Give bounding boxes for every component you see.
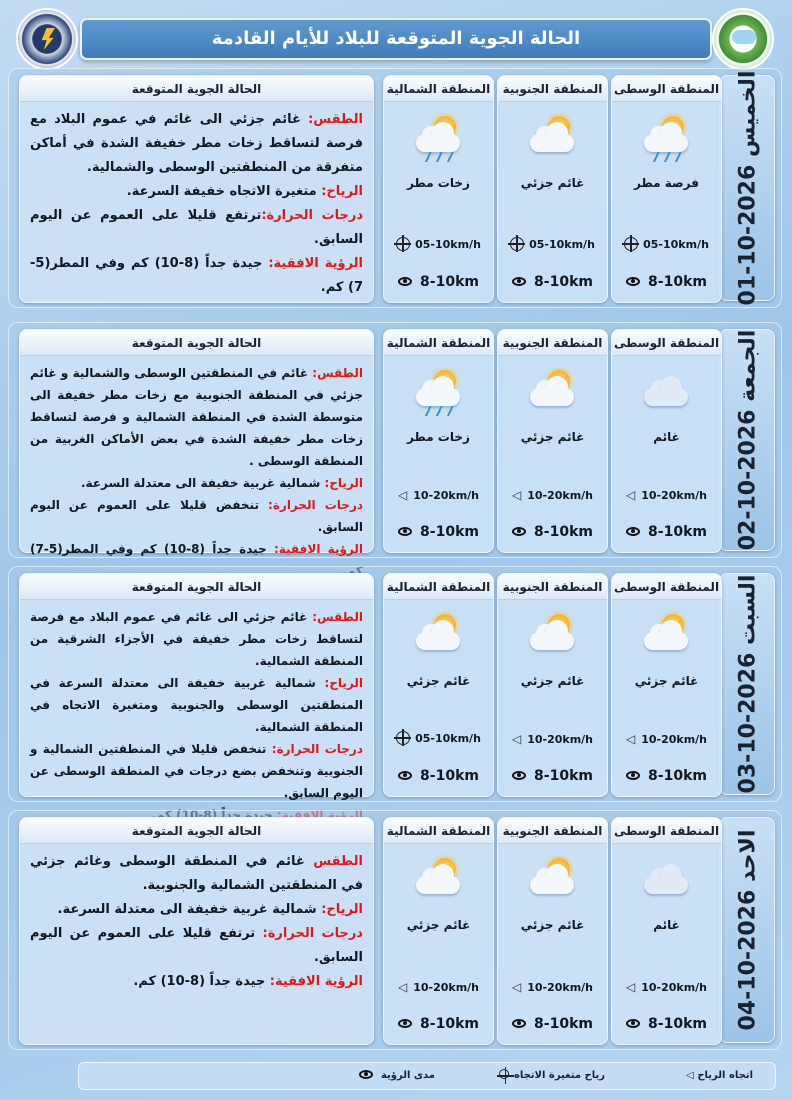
legend-visibility-label: مدى الرؤية [380,1070,435,1081]
wind-speed-value: 05-10km/h [415,732,481,745]
eye-icon [398,1019,412,1028]
condition-label: غائم جزئي [634,674,699,688]
wind-speed [498,238,607,252]
visibility-value: 8-10km [534,1016,593,1032]
wind-text: شمالية غربية خفيفة الى معتدلة السرعة. [57,902,322,917]
region-title: المنطقة الجنوبية [498,76,607,102]
eye-icon [512,771,526,780]
condition-label: فرصة مطر [634,176,699,190]
sun-cloud-icon [640,612,698,660]
region-title: المنطقة الوسطى [612,818,721,844]
condition-label: غائم جزئي [406,918,471,932]
sun-cloud-rain-icon [640,114,698,162]
wind-text: شمالية غربية خفيفة الى معتدلة السرعة في المنطقتين الوسطى والجنوبية ومتغيرة الاتجاه في المنطقة الشمالية. [30,676,363,734]
cloud-icon [640,368,698,416]
day-panel [8,810,782,1050]
eye-icon [398,771,412,780]
sun-cloud-icon [526,368,584,416]
wind-speed [384,488,493,502]
forecast-description [19,573,374,800]
description-body [20,356,373,588]
wind-direction-icon: ◁ [511,732,522,746]
condition-label: زخات مطر [407,430,470,444]
region-card [611,817,722,1045]
legend-variable-wind [499,1070,605,1081]
sun-cloud-icon [412,612,470,660]
forecast-description [19,75,374,303]
wind-speed-value: 05-10km/h [415,238,481,251]
region-card [611,573,722,797]
description-title: الحالة الجوية المتوقعة [20,574,373,600]
temperature-text: ترتفع قليلا على العموم عن اليوم السابق. [30,208,363,247]
region-title: المنطقة الشمالية [384,818,493,844]
visibility [498,524,607,540]
wind-speed-value: 10-20km/h [641,733,708,746]
wind-speed [498,980,607,994]
condition-label: غائم جزئي [520,674,585,688]
wind-speed [384,980,493,994]
weather-label: الطقس: [312,366,363,380]
wind-speed [612,732,721,746]
forecast-description [19,817,374,1045]
day-panel [8,566,782,802]
visibility-text: جيدة جداً (8-10) كم وفي المطر(5-7) [30,542,267,556]
visibility [384,768,493,784]
eye-icon [359,1070,373,1079]
wind-speed [384,732,493,746]
sun-cloud-icon [526,114,584,162]
legend-visibility [359,1070,435,1081]
temperature-text: ترتفع قليلا على العموم عن اليوم السابق. [30,926,363,965]
lightning-icon [41,28,55,50]
visibility-value: 8-10km [648,524,707,540]
wind-label: الرياح: [324,676,363,690]
legend-wind-direction-label: اتجاه الرياح [697,1070,753,1081]
forecast-description [19,329,374,556]
region-card [383,817,494,1045]
weather-text: غائم في المنطقة الوسطى وغائم جزئي في المنطقتين الشمالية والجنوبية. [30,854,363,893]
wind-direction-icon: ◁ [397,980,408,994]
eye-icon [398,277,412,286]
visibility-value: 8-10km [534,274,593,290]
visibility [498,768,607,784]
legend [78,1062,776,1090]
wind-text: متغيرة الاتجاه خفيفة السرعة. [126,184,322,199]
temperature-text: تنخفض قليلا في المنطقتين الشمالية و الجنوبية وتنخفض بضع درجات في المنطقة الوسطى عن اليوم السابق. [30,742,363,800]
description-title: الحالة الجوية المتوقعة [20,330,373,356]
region-card [497,75,608,303]
wind-label: الرياح: [321,902,363,917]
ministry-logo [712,8,774,70]
wind-speed [384,238,493,252]
visibility-label: الرؤية الافقية: [268,256,363,271]
eye-icon [512,277,526,286]
description-body [20,844,373,1000]
wind-label: الرياح: [321,184,363,199]
visibility-value: 8-10km [420,1016,479,1032]
temperature-label: درجات الحرارة: [261,208,363,223]
wind-direction-icon: ◁ [511,488,522,502]
eye-icon [626,1019,640,1028]
wind-speed [612,488,721,502]
wind-direction-icon: ◁ [625,732,636,746]
eye-icon [398,527,412,536]
visibility [384,1016,493,1032]
region-title: المنطقة الجنوبية [498,818,607,844]
weather-text: غائم جزئي الى غائم في عموم البلاد مع فرصة لتساقط زخات مطر خفيفة الشدة في أماكن متفرقة من المنطقتين الوسطى والشمالية. [30,112,363,175]
date-column [719,817,775,1043]
visibility-value: 8-10km [420,274,479,290]
region-card [383,329,494,553]
description-title: الحالة الجوية المتوقعة [20,76,373,102]
condition-label: غائم جزئي [520,430,585,444]
wind-direction-icon: ◁ [625,980,636,994]
weather-text: غائم في المنطقتين الوسطى والشمالية و غائم جزئي في المنطقة الجنوبية مع زخات مطر خفيفة الى متوسطة الشدة في المنطقة الشمالية و فرصة لتساقط زخات مطر خفيفة الشدة في بعض الأماكن الغربية من المنطقة الوسطى . [30,366,363,468]
wind-direction-icon: ◁ [686,1070,698,1081]
day-panel [8,322,782,558]
date-column [719,329,775,551]
date-column [719,573,775,795]
visibility-value: 8-10km [534,524,593,540]
variable-wind-icon [499,1069,509,1079]
region-card [611,75,722,303]
region-card [497,573,608,797]
variable-wind-icon [510,237,524,251]
cloud-icon [732,30,756,44]
eye-icon [512,527,526,536]
wind-speed [498,732,607,746]
weather-label: الطقس: [308,112,363,127]
visibility-value: 8-10km [648,274,707,290]
sun-cloud-icon [412,856,470,904]
day-date-label: الخميس 2026-10-01 [735,70,761,306]
wind-speed [498,488,607,502]
visibility-value: 8-10km [420,768,479,784]
description-body [20,600,373,832]
wind-speed-value: 10-20km/h [413,981,480,994]
region-card [383,573,494,797]
region-title: المنطقة الجنوبية [498,330,607,356]
wind-direction-icon: ◁ [511,980,522,994]
eye-icon [626,277,640,286]
visibility [384,274,493,290]
variable-wind-icon [624,237,638,251]
region-title: المنطقة الوسطى [612,574,721,600]
wind-speed-value: 10-20km/h [527,981,594,994]
wind-direction-icon: ◁ [397,488,408,502]
description-body [20,102,373,306]
variable-wind-icon [396,731,410,745]
condition-label: غائم [653,918,680,932]
day-date-label: الاحد 2026-10-04 [735,829,761,1031]
visibility-text: جيدة جداً (8-10) كم وفي المطر(5-7) كم. [30,256,363,295]
weather-text: غائم جزئي الى غائم في عموم البلاد مع فرصة لتساقط زخات مطر خفيفة في الأجزاء الشرقية من المنطقة الشمالية. [30,610,363,668]
visibility [384,524,493,540]
visibility-label: الرؤية الافقية: [269,974,363,989]
wind-speed-value: 10-20km/h [641,981,708,994]
day-panel [8,68,782,308]
legend-variable-wind-label: رياح متغيرة الاتجاه [513,1070,605,1081]
visibility-value: 8-10km [648,768,707,784]
wind-speed-value: 05-10km/h [529,238,595,251]
day-date-label: السبت 2026-10-03 [735,574,761,794]
wind-label: الرياح: [324,476,363,490]
wind-speed [612,238,721,252]
region-card [611,329,722,553]
wind-speed [612,980,721,994]
temperature-label: درجات الحرارة: [271,742,364,756]
visibility [612,274,721,290]
date-column [719,70,775,306]
temperature-label: درجات الحرارة: [262,926,363,941]
wind-text: شمالية غربية خفيفة الى معتدلة السرعة. [81,476,325,490]
sun-cloud-rain-icon [412,368,470,416]
visibility [612,768,721,784]
visibility-value: 8-10km [534,768,593,784]
region-title: المنطقة الشمالية [384,330,493,356]
wind-direction-icon: ◁ [625,488,636,502]
description-title: الحالة الجوية المتوقعة [20,818,373,844]
temperature-label: درجات الحرارة: [268,498,364,512]
sun-cloud-icon [526,856,584,904]
visibility-value: 8-10km [420,524,479,540]
region-title: المنطقة الشمالية [384,574,493,600]
temperature-text: تنخفض قليلا على العموم عن اليوم السابق. [30,498,363,534]
visibility-text: جيدة جداً (8-10) كم. [133,974,270,989]
region-card [497,329,608,553]
weather-label: الطقس [313,854,363,869]
sun-cloud-rain-icon [412,114,470,162]
wind-speed-value: 10-20km/h [527,733,594,746]
region-title: المنطقة الوسطى [612,330,721,356]
visibility [498,274,607,290]
condition-label: غائم [653,430,680,444]
region-card [497,817,608,1045]
region-title: المنطقة الوسطى [612,76,721,102]
wind-speed-value: 05-10km/h [643,238,709,251]
visibility-value: 8-10km [648,1016,707,1032]
wind-speed-value: 10-20km/h [527,489,594,502]
eye-icon [626,771,640,780]
visibility [498,1016,607,1032]
cloud-icon [640,856,698,904]
variable-wind-icon [396,237,410,251]
region-card [383,75,494,303]
eye-icon [512,1019,526,1028]
region-title: المنطقة الجنوبية [498,574,607,600]
condition-label: غائم جزئي [406,674,471,688]
condition-label: غائم جزئي [520,918,585,932]
visibility [612,524,721,540]
condition-label: غائم جزئي [520,176,585,190]
condition-label: زخات مطر [407,176,470,190]
page-title: الحالة الجوية المتوقعة للبلاد للأيام القادمة [80,18,712,60]
day-date-label: الجمعة 2026-10-02 [735,329,761,551]
wind-speed-value: 10-20km/h [641,489,708,502]
weather-label: الطقس: [312,610,363,624]
wind-speed-value: 10-20km/h [413,489,480,502]
visibility [612,1016,721,1032]
region-title: المنطقة الشمالية [384,76,493,102]
eye-icon [626,527,640,536]
sun-cloud-icon [526,612,584,660]
visibility-label: الرؤية الافقية: [273,542,363,556]
meteorological-authority-logo [16,8,78,70]
legend-wind-direction [686,1070,753,1081]
